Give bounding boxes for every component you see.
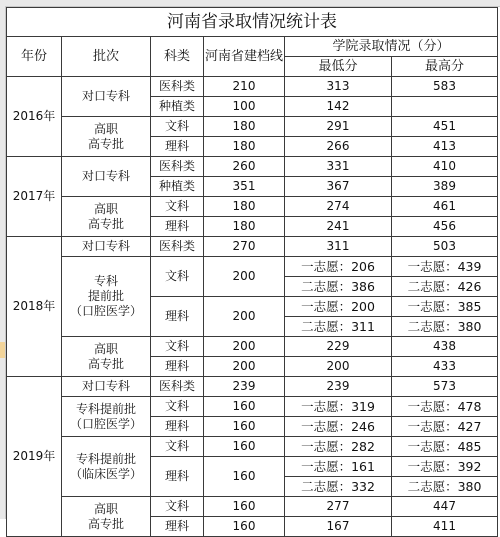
header-max[interactable]: 最高分 <box>392 57 498 77</box>
max-cell[interactable]: 573 <box>392 377 498 397</box>
min-cell[interactable]: 266 <box>285 137 392 157</box>
header-year[interactable]: 年份 <box>7 37 62 77</box>
max-cell[interactable]: 二志愿：380 <box>392 317 498 337</box>
min-cell[interactable]: 一志愿：161 <box>285 457 392 477</box>
column-header-strip <box>0 0 500 7</box>
line-cell[interactable]: 239 <box>204 377 285 397</box>
subject-cell[interactable]: 医科类 <box>151 77 204 97</box>
min-cell[interactable]: 一志愿：246 <box>285 417 392 437</box>
subject-cell[interactable]: 文科 <box>151 397 204 417</box>
max-cell[interactable]: 一志愿：478 <box>392 397 498 417</box>
max-cell[interactable]: 389 <box>392 177 498 197</box>
max-cell[interactable]: 一志愿：392 <box>392 457 498 477</box>
line-cell[interactable]: 160 <box>204 397 285 417</box>
subject-cell[interactable]: 医科类 <box>151 237 204 257</box>
min-cell[interactable]: 241 <box>285 217 392 237</box>
line-cell[interactable]: 180 <box>204 217 285 237</box>
header-min[interactable]: 最低分 <box>285 57 392 77</box>
batch-line: 高专批 <box>87 356 124 371</box>
line-cell[interactable]: 200 <box>204 257 285 297</box>
max-cell[interactable]: 583 <box>392 77 498 97</box>
batch-cell[interactable]: 对口专科 <box>62 377 151 397</box>
subject-cell[interactable]: 文科 <box>151 117 204 137</box>
subject-cell[interactable]: 理科 <box>151 297 204 337</box>
subject-cell[interactable]: 理科 <box>151 417 204 437</box>
min-cell[interactable]: 239 <box>285 377 392 397</box>
year-cell[interactable]: 2019年 <box>7 377 62 537</box>
batch-cell[interactable] <box>62 337 151 377</box>
max-cell[interactable]: 410 <box>392 157 498 177</box>
batch-line: 提前批 <box>87 289 124 303</box>
year-cell[interactable]: 2018年 <box>7 237 62 377</box>
max-cell[interactable]: 411 <box>392 517 498 537</box>
header-batch[interactable]: 批次 <box>62 37 151 77</box>
min-cell[interactable]: 一志愿：200 <box>285 297 392 317</box>
min-cell[interactable]: 313 <box>285 77 392 97</box>
max-cell[interactable]: 二志愿：426 <box>392 277 498 297</box>
line-cell[interactable]: 160 <box>204 437 285 457</box>
max-cell[interactable]: 503 <box>392 237 498 257</box>
admission-table <box>6 7 498 537</box>
subject-cell[interactable]: 种植类 <box>151 177 204 197</box>
line-cell[interactable]: 180 <box>204 197 285 217</box>
batch-line: （临床医学） <box>69 466 142 481</box>
batch-line: 高专批 <box>87 216 124 231</box>
line-cell[interactable]: 100 <box>204 97 285 117</box>
min-cell[interactable]: 二志愿：332 <box>285 477 392 497</box>
header-school[interactable]: 学院录取情况（分） <box>285 37 498 57</box>
max-cell[interactable]: 一志愿：427 <box>392 417 498 437</box>
max-cell[interactable] <box>392 97 498 117</box>
min-cell[interactable]: 二志愿：386 <box>285 277 392 297</box>
subject-cell[interactable]: 文科 <box>151 197 204 217</box>
min-cell[interactable]: 200 <box>285 357 392 377</box>
subject-cell[interactable]: 理科 <box>151 517 204 537</box>
subject-cell[interactable]: 种植类 <box>151 97 204 117</box>
line-cell[interactable]: 180 <box>204 137 285 157</box>
min-cell[interactable]: 277 <box>285 497 392 517</box>
batch-line: （口腔医学） <box>69 304 142 318</box>
subject-cell[interactable]: 医科类 <box>151 157 204 177</box>
batch-line: 高职 <box>93 341 118 356</box>
subject-cell[interactable]: 理科 <box>151 457 204 497</box>
batch-line: （口腔医学） <box>69 416 142 431</box>
line-cell[interactable]: 160 <box>204 417 285 437</box>
batch-cell[interactable] <box>62 397 151 437</box>
table-title[interactable]: 河南省录取情况统计表 <box>7 8 498 37</box>
subject-cell[interactable]: 理科 <box>151 357 204 377</box>
subject-cell[interactable]: 文科 <box>151 257 204 297</box>
max-cell[interactable]: 447 <box>392 497 498 517</box>
min-cell[interactable]: 一志愿：319 <box>285 397 392 417</box>
line-cell[interactable]: 200 <box>204 297 285 337</box>
max-cell[interactable]: 一志愿：439 <box>392 257 498 277</box>
line-cell[interactable]: 210 <box>204 77 285 97</box>
batch-cell[interactable]: 对口专科 <box>62 237 151 257</box>
min-cell[interactable]: 167 <box>285 517 392 537</box>
min-cell[interactable]: 142 <box>285 97 392 117</box>
batch-cell[interactable] <box>62 117 151 157</box>
min-cell[interactable]: 291 <box>285 117 392 137</box>
min-cell[interactable]: 331 <box>285 157 392 177</box>
line-cell[interactable]: 270 <box>204 237 285 257</box>
line-cell[interactable]: 200 <box>204 337 285 357</box>
min-cell[interactable]: 二志愿：311 <box>285 317 392 337</box>
subject-cell[interactable]: 文科 <box>151 437 204 457</box>
line-cell[interactable]: 160 <box>204 497 285 517</box>
line-cell[interactable]: 180 <box>204 117 285 137</box>
header-subject[interactable]: 科类 <box>151 37 204 77</box>
header-line[interactable]: 河南省建档线 <box>204 37 285 77</box>
line-cell[interactable]: 260 <box>204 157 285 177</box>
subject-cell[interactable]: 理科 <box>151 217 204 237</box>
min-cell[interactable]: 一志愿：206 <box>285 257 392 277</box>
subject-cell[interactable]: 医科类 <box>151 377 204 397</box>
line-cell[interactable]: 351 <box>204 177 285 197</box>
min-cell[interactable]: 367 <box>285 177 392 197</box>
max-cell[interactable]: 413 <box>392 137 498 157</box>
batch-line: 专科提前批 <box>75 451 136 466</box>
batch-cell[interactable] <box>62 257 151 337</box>
batch-cell[interactable]: 对口专科 <box>62 77 151 117</box>
min-cell[interactable]: 274 <box>285 197 392 217</box>
max-cell[interactable]: 438 <box>392 337 498 357</box>
batch-line: 高职 <box>93 201 118 216</box>
batch-cell[interactable] <box>62 197 151 237</box>
batch-cell[interactable] <box>62 497 151 537</box>
max-cell[interactable]: 二志愿：380 <box>392 477 498 497</box>
line-cell[interactable]: 160 <box>204 457 285 497</box>
batch-line: 专科 <box>93 274 118 288</box>
min-cell[interactable]: 一志愿：282 <box>285 437 392 457</box>
max-cell[interactable]: 一志愿：485 <box>392 437 498 457</box>
subject-cell[interactable]: 文科 <box>151 337 204 357</box>
subject-cell[interactable]: 理科 <box>151 137 204 157</box>
max-cell[interactable]: 456 <box>392 217 498 237</box>
max-cell[interactable]: 451 <box>392 117 498 137</box>
batch-line: 高职 <box>93 121 118 136</box>
batch-line: 高职 <box>93 501 118 516</box>
active-row-marker <box>0 342 5 358</box>
year-cell[interactable]: 2017年 <box>7 157 62 237</box>
batch-line: 专科提前批 <box>75 401 136 416</box>
max-cell[interactable]: 461 <box>392 197 498 217</box>
line-cell[interactable]: 160 <box>204 517 285 537</box>
line-cell[interactable]: 200 <box>204 357 285 377</box>
subject-cell[interactable]: 文科 <box>151 497 204 517</box>
min-cell[interactable]: 311 <box>285 237 392 257</box>
batch-line: 高专批 <box>87 136 124 151</box>
year-cell[interactable]: 2016年 <box>7 77 62 157</box>
batch-cell[interactable]: 对口专科 <box>62 157 151 197</box>
min-cell[interactable]: 229 <box>285 337 392 357</box>
batch-line: 高专批 <box>87 516 124 531</box>
max-cell[interactable]: 一志愿：385 <box>392 297 498 317</box>
max-cell[interactable]: 433 <box>392 357 498 377</box>
batch-cell[interactable] <box>62 437 151 497</box>
